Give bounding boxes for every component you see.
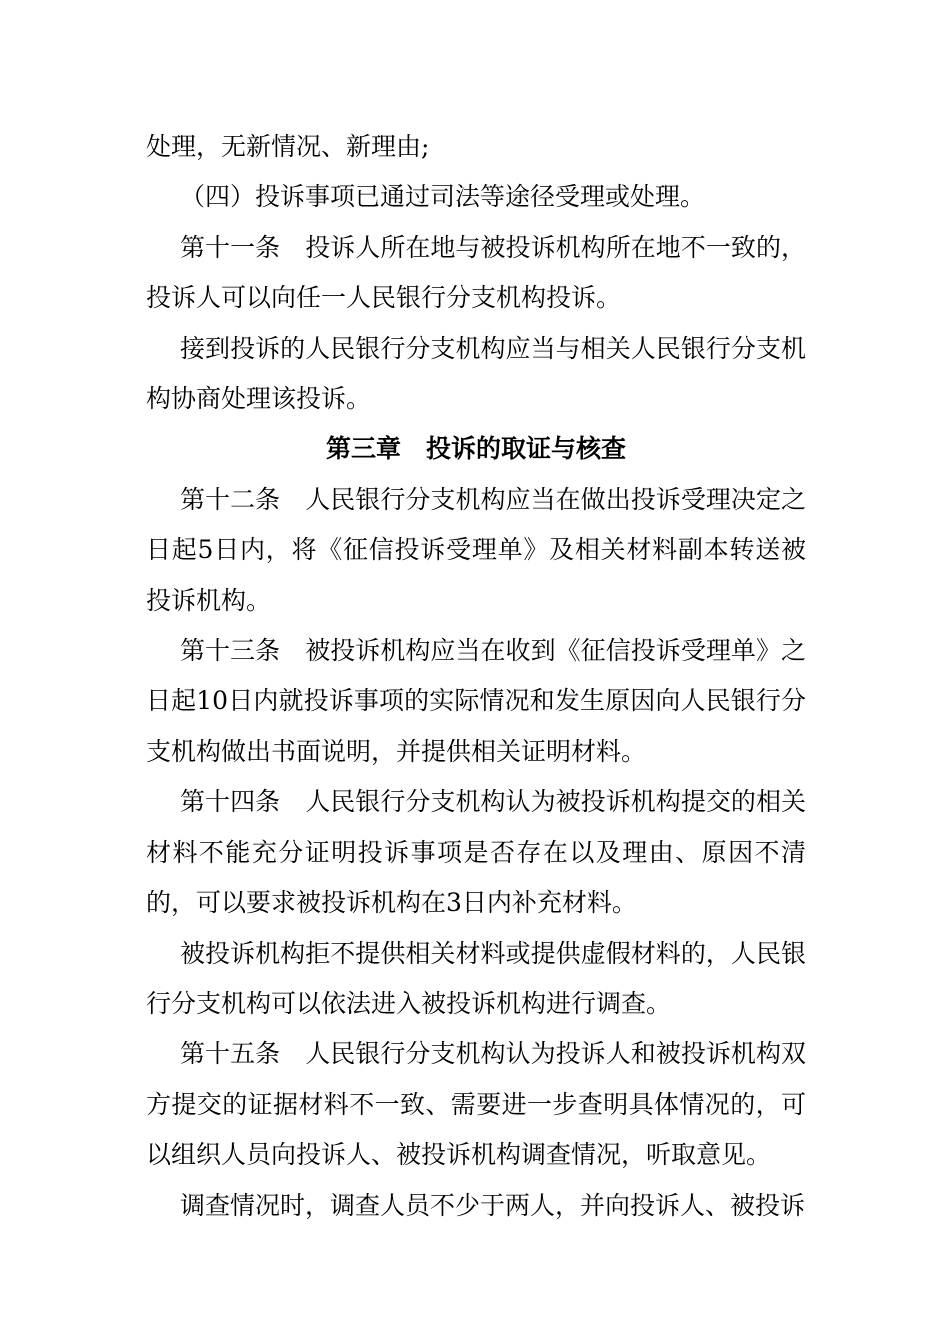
paragraph-article-15-clause-2: 调查情况时，调查人员不少于两人，并向投诉人、被投诉 [180, 1190, 806, 1220]
paragraph-article-11-clause-2: 接到投诉的人民银行分支机构应当与相关人民银行分支机构协商处理该投诉。 [146, 333, 806, 414]
chapter-heading: 第三章 投诉的取证与核查 [325, 434, 626, 464]
paragraph-article-12: 第十二条 人民银行分支机构应当在做出投诉受理决定之日起5日内，将《征信投诉受理单》及相关材料副本转送被投诉机构。 [146, 484, 806, 615]
paragraph-item-four: （四）投诉事项已通过司法等途径受理或处理。 [180, 182, 706, 212]
paragraph-article-14-clause-2: 被投诉机构拒不提供相关材料或提供虚假材料的，人民银行分支机构可以依法进入被投诉机构进行调查。 [146, 938, 806, 1018]
paragraph-article-11: 第十一条 投诉人所在地与被投诉机构所在地不一致的，投诉人可以向任一人民银行分支机构投诉。 [146, 232, 806, 313]
paragraph-continuation: 处理，无新情况、新理由; [146, 132, 430, 161]
document-page [146, 122, 806, 1231]
paragraph-article-15: 第十五条 人民银行分支机构认为投诉人和被投诉机构双方提交的证据材料不一致、需要进一步查明具体情况的，可以组织人员向投诉人、被投诉机构调查情况，听取意见。 [146, 1039, 806, 1170]
paragraph-article-13: 第十三条 被投诉机构应当在收到《征信投诉受理单》之日起10日内就投诉事项的实际情况和发生原因向人民银行分支机构做出书面说明，并提供相关证明材料。 [146, 636, 806, 766]
paragraph-article-14: 第十四条 人民银行分支机构认为被投诉机构提交的相关材料不能充分证明投诉事项是否存在以及理由、原因不清的，可以要求被投诉机构在3日内补充材料。 [146, 787, 806, 918]
